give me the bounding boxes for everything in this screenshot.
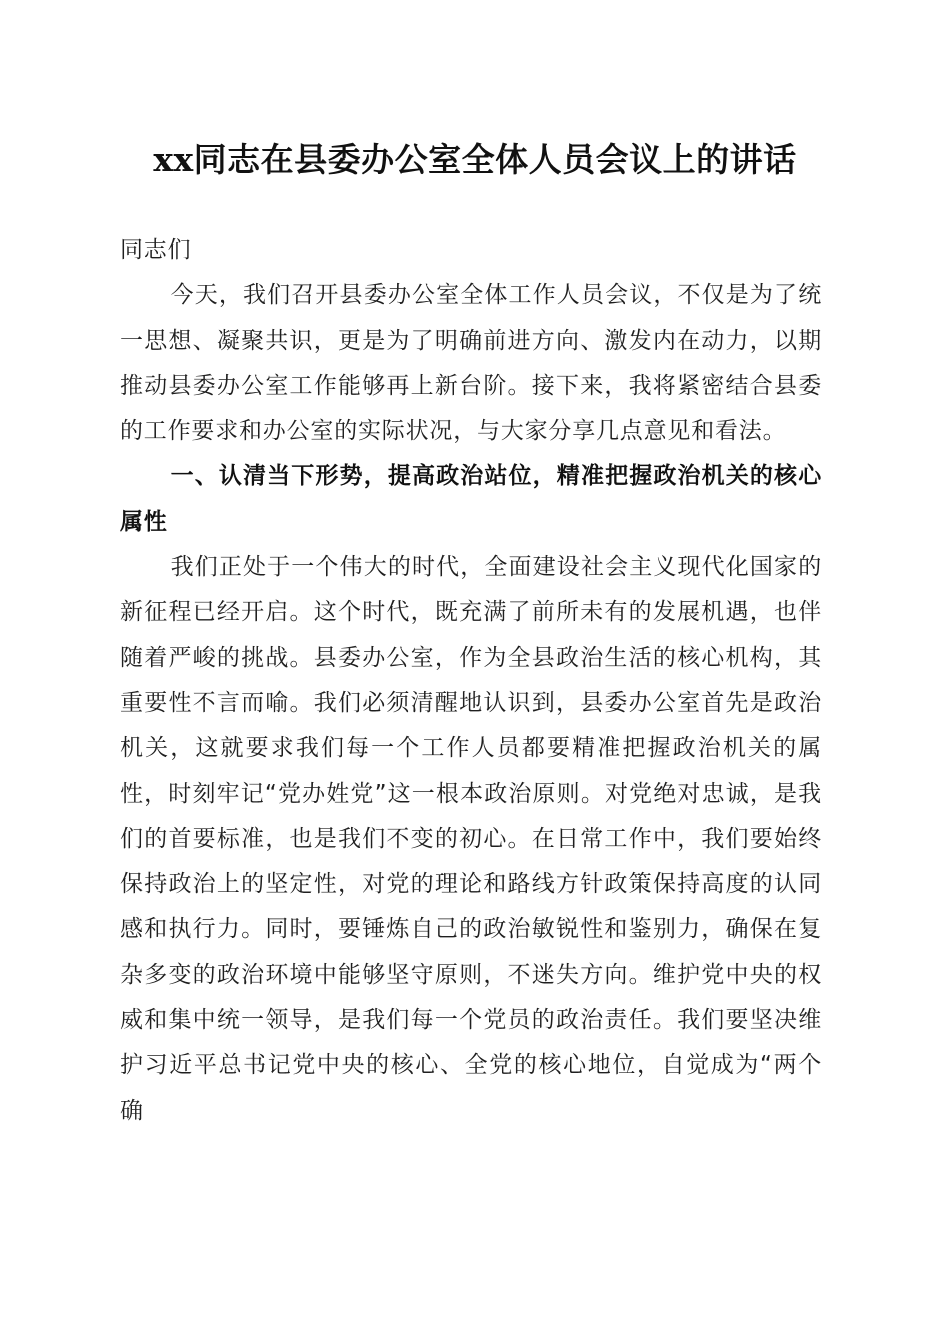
salutation: 同志们 — [120, 237, 192, 263]
section-paragraph: 我们正处于一个伟大的时代，全面建设社会主义现代化国家的新征程已经开启。这个时代，既充满了前所未有的发展机遇，也伴随着严峻的挑战。县委办公室，作为全县政治生活的核心机构，其重要性不言而喻。我们必须清醒地认识到，县委办公室首先是政治机关，这就要求我们每一个工作人员都要精准把握政治机关的属性，时刻牢记“党办姓党”这一根本政治原则。对党绝对忠诚，是我们的首要标准，也是我们不变的初心。在日常工作中，我们要始终保持政治上的坚定性，对党的理论和路线方针政策保持高度的认同感和执行力。同时，要锤炼自己的政治敏锐性和鉴别力，确保在复杂多变的政治环境中能够坚守原则，不迷失方向。维护党中央的权威和集中统一领导，是我们每一个党员的政治责任。我们要坚决维护习近平总书记党中央的核心、全党的核心地位，自觉成为“两个确 — [120, 554, 822, 1124]
intro-paragraph: 今天，我们召开县委办公室全体工作人员会议，不仅是为了统一思想、凝聚共识，更是为了明确前进方向、激发内在动力，以期推动县委办公室工作能够再上新台阶。接下来，我将紧密结合县委的工作要求和办公室的实际状况，与大家分享几点意见和看法。 — [120, 282, 822, 445]
document-title: xx同志在县委办公室全体人员会议上的讲话 — [153, 140, 797, 179]
document-body — [120, 228, 822, 1134]
section-heading: 一、认清当下形势，提高政治站位，精准把握政治机关的核心属性 — [120, 463, 822, 535]
